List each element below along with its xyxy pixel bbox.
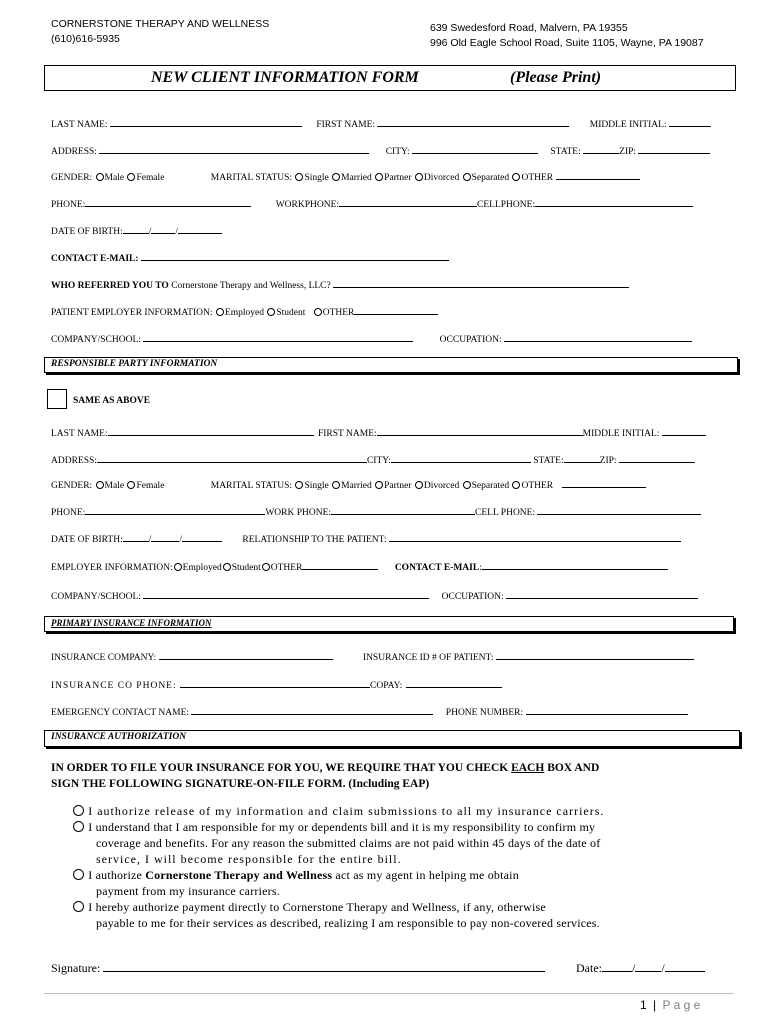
responsible-party-section-header — [44, 357, 738, 373]
rp-city-field[interactable] — [391, 453, 531, 463]
separated-label: Separated — [471, 173, 510, 183]
practice-address-1: 639 Swedesford Road, Malvern, PA 19355 — [430, 22, 628, 34]
insurance-company-label: INSURANCE COMPANY: — [51, 653, 157, 663]
rp-zip-label: ZIP: — [599, 456, 617, 466]
other-field[interactable] — [556, 170, 640, 180]
practice-phone: (610)616-5935 — [51, 33, 120, 45]
signature-label: Signature: — [51, 961, 101, 975]
city-field[interactable] — [412, 144, 538, 154]
authorization-item-1-text: I authorize release of my information and claim submissions to all my insurance carriers. — [88, 804, 605, 818]
rp-gender-row — [51, 478, 646, 491]
footer-rule — [44, 993, 734, 994]
copay-label: COPAY: — [370, 681, 403, 691]
rp-contact-email-field[interactable] — [482, 560, 668, 570]
phone-field[interactable] — [85, 197, 251, 207]
company-label: COMPANY/SCHOOL: — [51, 335, 141, 345]
rp-male-label: Male — [104, 481, 125, 491]
practice-name: CORNERSTONE THERAPY AND WELLNESS — [51, 18, 270, 30]
insurance-id-label: INSURANCE ID # OF PATIENT: — [362, 653, 494, 663]
employed-label: Employed — [224, 308, 264, 318]
authorization-intro-line-1: IN ORDER TO FILE YOUR INSURANCE FOR YOU, WE REQUIRE THAT YOU CHECK — [51, 762, 512, 774]
insurance-id-field[interactable] — [496, 650, 694, 660]
dob-label: DATE OF BIRTH: — [51, 227, 123, 237]
married-label: Married — [341, 173, 372, 183]
rp-state-label: STATE: — [533, 456, 564, 466]
rp-address-row — [51, 453, 695, 466]
rp-dob-day-field[interactable] — [151, 532, 179, 542]
rp-first-name-field[interactable] — [377, 426, 583, 436]
authorization-item-3-practice: Cornerstone Therapy and Wellness — [145, 868, 333, 882]
rp-separated-radio[interactable] — [463, 481, 471, 489]
primary-insurance-title: PRIMARY INSURANCE INFORMATION — [51, 618, 212, 628]
authorization-intro-line-1-end: BOX AND — [544, 762, 600, 774]
rp-gender-label: GENDER: — [51, 481, 93, 491]
work-phone-label: WORKPHONE: — [275, 200, 340, 210]
authorization-item-4-checkbox[interactable] — [73, 901, 84, 912]
rp-divorced-label: Divorced — [423, 481, 460, 491]
cell-phone-label: CELLPHONE: — [477, 200, 536, 210]
phone-label: PHONE: — [51, 200, 86, 210]
other-label: OTHER — [521, 173, 554, 183]
rp-marital-status-label: MARITAL STATUS: — [210, 481, 293, 491]
same-as-above-checkbox[interactable] — [47, 389, 67, 409]
insurance-authorization-section-header — [44, 730, 740, 747]
middle-initial-label: MIDDLE INITIAL: — [589, 120, 667, 130]
occupation-field[interactable] — [504, 332, 692, 342]
emergency-contact-row — [51, 705, 688, 718]
dob-day-field[interactable] — [151, 224, 175, 234]
rp-student-label: Student — [231, 563, 261, 573]
rp-company-row — [51, 589, 698, 602]
rp-female-label: Female — [136, 481, 165, 491]
rp-company-label: COMPANY/SCHOOL: — [51, 592, 141, 602]
divorced-radio[interactable] — [415, 173, 423, 181]
signature-field[interactable] — [103, 960, 545, 972]
signature-date-row: Date: / / — [576, 960, 705, 976]
rp-dob-row: DATE OF BIRTH: / / RELATIONSHIP TO THE PATIENT: — [51, 532, 681, 545]
gender-label: GENDER: — [51, 173, 93, 183]
insurance-co-phone-label: INSURANCE CO PHONE: — [51, 681, 177, 691]
rp-other-radio[interactable] — [512, 481, 520, 489]
referral-row — [51, 278, 629, 291]
rp-male-radio[interactable] — [96, 481, 104, 489]
authorization-item-3-text-c: act as my agent in helping me obtain — [332, 868, 519, 882]
female-label: Female — [136, 173, 165, 183]
rp-phone-row — [51, 505, 701, 518]
form-title-box — [44, 65, 736, 91]
rp-employer-info-label: EMPLOYER INFORMATION: — [51, 563, 173, 573]
rp-other-label: OTHER — [521, 481, 554, 491]
contact-email-field[interactable] — [141, 251, 449, 261]
work-phone-field[interactable] — [339, 197, 477, 207]
client-email-row — [51, 251, 449, 264]
employer-other-field[interactable] — [354, 305, 438, 315]
rp-middle-initial-field[interactable] — [662, 426, 706, 436]
rp-last-name-label: LAST NAME: — [51, 429, 108, 439]
single-radio[interactable] — [295, 173, 303, 181]
rp-last-name-field[interactable] — [108, 426, 314, 436]
marital-status-label: MARITAL STATUS: — [210, 173, 293, 183]
rp-phone-label: PHONE: — [51, 508, 86, 518]
student-label: Student — [276, 308, 306, 318]
authorization-intro-each: EACH — [511, 762, 545, 774]
rp-employer-other-label: OTHER — [270, 563, 303, 573]
rp-employed-label: Employed — [182, 563, 222, 573]
rp-employer-other-radio[interactable] — [262, 563, 270, 571]
client-phone-row — [51, 197, 693, 210]
insurance-authorization-title: INSURANCE AUTHORIZATION — [51, 732, 187, 742]
male-radio[interactable] — [96, 173, 104, 181]
last-name-field[interactable] — [110, 117, 302, 127]
rp-name-row — [51, 426, 706, 439]
authorization-item-3 — [72, 867, 604, 883]
rp-city-label: CITY: — [366, 456, 391, 466]
page-number: 1 — [640, 998, 647, 1012]
client-dob-row: DATE OF BIRTH: / / — [51, 224, 222, 237]
rp-cell-phone-field[interactable] — [537, 505, 701, 515]
rp-occupation-label: OCCUPATION: — [441, 592, 504, 602]
page-word: P a g e — [662, 998, 701, 1012]
divorced-label: Divorced — [423, 173, 460, 183]
rp-dob-year-field[interactable] — [182, 532, 222, 542]
authorization-item-2-line-1: I understand that I am responsible for my or dependents bill and it is my responsibility to confirm my — [88, 820, 596, 834]
cell-phone-field[interactable] — [535, 197, 693, 207]
authorization-item-2-line-2: coverage and benefits. For any reason the submitted claims are not paid within 45 days of the date of — [96, 836, 601, 850]
rp-zip-field[interactable] — [619, 453, 695, 463]
authorization-item-4-line-2: payable to me for their services as described, realizing I am responsible to pay non-covered services. — [96, 916, 600, 930]
referral-question: Cornerstone Therapy and Wellness, LLC? — [171, 281, 331, 291]
student-radio[interactable] — [267, 308, 275, 316]
partner-radio[interactable] — [375, 173, 383, 181]
company-field[interactable] — [143, 332, 413, 342]
emergency-phone-label: PHONE NUMBER: — [445, 708, 524, 718]
responsible-party-title: RESPONSIBLE PARTY INFORMATION — [51, 359, 218, 369]
rp-dob-month-field[interactable] — [123, 532, 149, 542]
single-label: Single — [304, 173, 329, 183]
emergency-contact-label: EMERGENCY CONTACT NAME: — [51, 708, 190, 718]
practice-addresses — [430, 21, 704, 51]
separated-radio[interactable] — [463, 173, 471, 181]
rp-work-phone-label: WORK PHONE: — [265, 508, 332, 518]
copay-field[interactable] — [406, 678, 502, 688]
employer-other-radio[interactable] — [314, 308, 322, 316]
authorization-item-2-checkbox[interactable] — [73, 821, 84, 832]
employer-other-label: OTHER — [322, 308, 355, 318]
middle-initial-field[interactable] — [669, 117, 711, 127]
emergency-contact-field[interactable] — [191, 705, 433, 715]
authorization-intro-line-2: SIGN THE FOLLOWING SIGNATURE-ON-FILE FORM. (Including EAP) — [51, 778, 430, 790]
employed-radio[interactable] — [216, 308, 224, 316]
rp-dob-label: DATE OF BIRTH: — [51, 535, 123, 545]
rp-address-field[interactable] — [97, 453, 367, 463]
authorization-list — [72, 803, 604, 931]
authorization-item-3-line-2: payment from my insurance carriers. — [96, 884, 280, 898]
rp-partner-radio[interactable] — [375, 481, 383, 489]
zip-label: ZIP: — [619, 147, 637, 157]
rp-student-radio[interactable] — [223, 563, 231, 571]
rp-state-field[interactable] — [564, 453, 600, 463]
authorization-item-2 — [72, 819, 604, 835]
client-address-row — [51, 144, 710, 157]
dob-year-field[interactable] — [178, 224, 222, 234]
client-employer-row — [51, 305, 438, 318]
first-name-label: FIRST NAME: — [316, 120, 376, 130]
zip-field[interactable] — [638, 144, 710, 154]
authorization-item-2-line-3: service, I will become responsible for the entire bill. — [96, 852, 402, 866]
signature-row — [51, 960, 545, 976]
rp-first-name-label: FIRST NAME: — [317, 429, 377, 439]
address-label: ADDRESS: — [51, 147, 97, 157]
rp-relationship-label: RELATIONSHIP TO THE PATIENT: — [242, 535, 387, 545]
rp-divorced-radio[interactable] — [415, 481, 423, 489]
authorization-item-1 — [72, 803, 604, 819]
primary-insurance-section-header — [44, 616, 734, 632]
last-name-label: LAST NAME: — [51, 120, 108, 130]
state-label: STATE: — [550, 147, 581, 157]
insurance-phone-row — [51, 678, 502, 691]
authorization-item-4 — [72, 899, 604, 915]
rp-cell-phone-label: CELL PHONE: — [475, 508, 536, 518]
authorization-item-3-checkbox[interactable] — [73, 869, 84, 880]
rp-work-phone-field[interactable] — [331, 505, 475, 515]
rp-employer-other-field[interactable] — [302, 560, 378, 570]
rp-contact-email-label: CONTACT E-MAIL — [394, 563, 480, 573]
form-title: NEW CLIENT INFORMATION FORM — [151, 69, 419, 86]
male-label: Male — [104, 173, 125, 183]
rp-middle-initial-label: MIDDLE INITIAL: — [582, 429, 660, 439]
page-footer: 1 | P a g e — [640, 998, 701, 1012]
other-radio[interactable] — [512, 173, 520, 181]
rp-employed-radio[interactable] — [174, 563, 182, 571]
authorization-item-1-checkbox[interactable] — [73, 805, 84, 816]
rp-relationship-field[interactable] — [389, 532, 681, 542]
signature-date-label: Date: — [576, 961, 602, 975]
authorization-intro — [51, 760, 599, 792]
rp-separated-label: Separated — [471, 481, 510, 491]
practice-header — [51, 17, 269, 47]
emergency-phone-field[interactable] — [526, 705, 688, 715]
signature-date-month-field[interactable] — [602, 960, 632, 972]
insurance-company-row — [51, 650, 694, 663]
dob-month-field[interactable] — [123, 224, 149, 234]
rp-employer-row: EMPLOYER INFORMATION: Employed Student OTHER CONTACT E-MAIL: — [51, 560, 668, 573]
rp-other-field[interactable] — [562, 478, 646, 488]
partner-label: Partner — [384, 173, 412, 183]
city-label: CITY: — [385, 147, 410, 157]
address-field[interactable] — [99, 144, 369, 154]
rp-female-radio[interactable] — [127, 481, 135, 489]
rp-address-label: ADDRESS: — [51, 456, 97, 466]
authorization-item-3-text-a: I authorize — [88, 868, 146, 882]
rp-single-radio[interactable] — [295, 481, 303, 489]
contact-email-label: CONTACT E-MAIL: — [51, 254, 139, 264]
rp-single-label: Single — [304, 481, 329, 491]
rp-married-label: Married — [341, 481, 372, 491]
insurance-co-phone-field[interactable] — [180, 678, 370, 688]
client-gender-row — [51, 170, 640, 183]
signature-date-day-field[interactable] — [635, 960, 661, 972]
rp-phone-field[interactable] — [85, 505, 265, 515]
first-name-field[interactable] — [377, 117, 569, 127]
form-subtitle: (Please Print) — [510, 69, 602, 86]
referral-field[interactable] — [333, 278, 629, 288]
rp-partner-label: Partner — [384, 481, 412, 491]
client-name-row — [51, 117, 711, 130]
rp-company-field[interactable] — [143, 589, 429, 599]
insurance-company-field[interactable] — [159, 650, 333, 660]
state-field[interactable] — [583, 144, 619, 154]
female-radio[interactable] — [127, 173, 135, 181]
authorization-item-4-line-1: I hereby authorize payment directly to Cornerstone Therapy and Wellness, if any, otherwise — [88, 900, 546, 914]
rp-occupation-field[interactable] — [506, 589, 698, 599]
rp-married-radio[interactable] — [332, 481, 340, 489]
client-company-row — [51, 332, 692, 345]
referral-label: WHO REFERRED YOU TO — [51, 281, 169, 291]
signature-date-year-field[interactable] — [665, 960, 705, 972]
employer-info-label: PATIENT EMPLOYER INFORMATION: — [51, 308, 213, 318]
same-as-above-label: SAME AS ABOVE — [73, 396, 151, 406]
occupation-label: OCCUPATION: — [439, 335, 502, 345]
practice-address-2: 996 Old Eagle School Road, Suite 1105, Wayne, PA 19087 — [430, 37, 704, 49]
married-radio[interactable] — [332, 173, 340, 181]
